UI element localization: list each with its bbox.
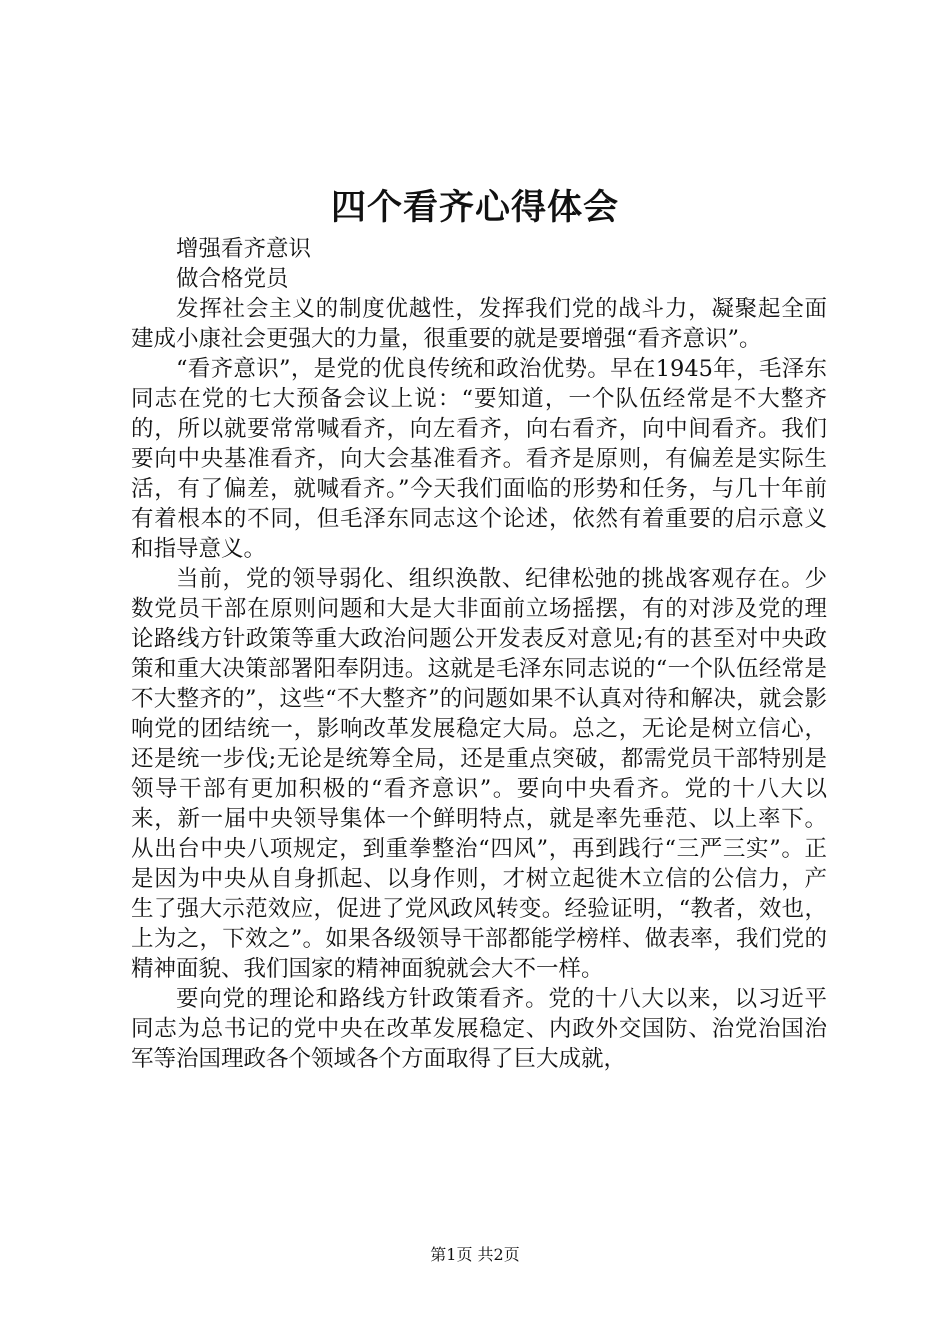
paragraph-subtitle-1: 增强看齐意识 — [176, 236, 312, 262]
paragraph-subtitle-2: 做合格党员 — [176, 266, 289, 292]
paragraph: 发挥社会主义的制度优越性，发挥我们党的战斗力，凝聚起全面建成小康社会更强大的力量，很重要的就是要增强“看齐意识”。 — [131, 296, 827, 352]
document-body — [131, 234, 827, 1074]
page-footer: 第1页 共2页 — [430, 1245, 520, 1264]
paragraph: 要向党的理论和路线方针政策看齐。党的十八大以来，以习近平同志为总书记的党中央在改革发展稳定、内政外交国防、治党治国治军等治国理政各个领域各个方面取得了巨大成就， — [131, 986, 827, 1072]
document-title: 四个看齐心得体会 — [330, 187, 619, 228]
paragraph: “看齐意识”，是党的优良传统和政治优势。早在1945年，毛泽东同志在党的七大预备会议上说：“要知道，一个队伍经常是不大整齐的，所以就要常常喊看齐，向左看齐，向右看齐，向中间看齐。我们要向中央基准看齐，向大会基准看齐。看齐是原则，有偏差是实际生活，有了偏差，就喊看齐。”今天我们面临的形势和任务，与几十年前有着根本的不同，但毛泽东同志这个论述，依然有着重要的启示意义和指导意义。 — [131, 356, 827, 562]
paragraph: 当前，党的领导弱化、组织涣散、纪律松弛的挑战客观存在。少数党员干部在原则问题和大是大非面前立场摇摆，有的对涉及党的理论路线方针政策等重大政治问题公开发表反对意见;有的甚至对中央政策和重大决策部署阳奉阴违。这就是毛泽东同志说的“一个队伍经常是不大整齐的”，这些“不大整齐”的问题如果不认真对待和解决，就会影响党的团结统一，影响改革发展稳定大局。总之，无论是树立信心，还是统一步伐;无论是统筹全局，还是重点突破，都需党员干部特别是领导干部有更加积极的“看齐意识”。要向中央看齐。党的十八大以来，新一届中央领导集体一个鲜明特点，就是率先垂范、以上率下。从出台中央八项规定，到重拳整治“四风”，再到践行“三严三实”。正是因为中央从自身抓起、以身作则，才树立起徙木立信的公信力，产生了强大示范效应，促进了党风政风转变。经验证明，“教者，效也，上为之，下效之”。如果各级领导干部都能学榜样、做表率，我们党的精神面貌、我们国家的精神面貌就会大不一样。 — [131, 566, 827, 982]
